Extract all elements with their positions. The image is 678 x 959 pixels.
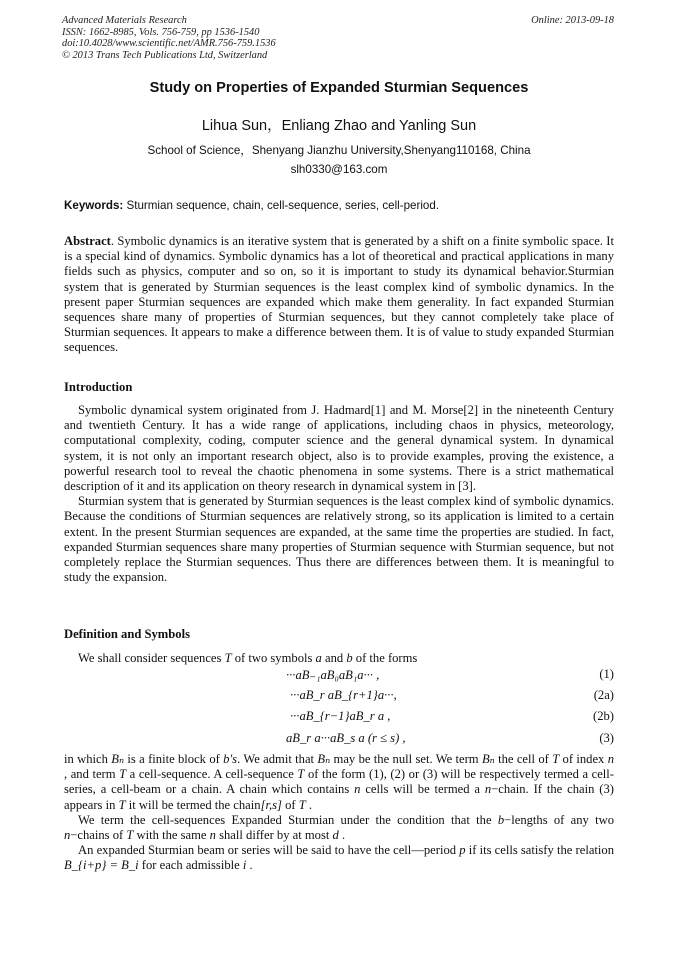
equation-expression: ···aB_{r−1}aB_r a ,: [290, 709, 391, 723]
text-run: it will be termed the chain: [125, 797, 261, 812]
text-run: We shall consider sequences: [78, 651, 225, 665]
equation-1: [64, 667, 614, 683]
math-var: d: [332, 828, 339, 843]
text-run: . We admit that: [237, 752, 318, 766]
journal-metadata: [62, 15, 276, 61]
text-run: .: [338, 828, 346, 843]
introduction-body: [64, 403, 614, 585]
math-var: n: [354, 782, 361, 797]
math-var: Bₙ: [111, 752, 125, 766]
text-run: of index: [559, 752, 608, 766]
math-var: n: [607, 752, 614, 766]
math-var: T: [118, 797, 126, 812]
equation-expression: aB_r a···aB_s a (r ≤ s) ,: [286, 731, 406, 745]
introduction-paragraph-2: Sturmian system that is generated by Sturmian sequences is the least complex kind of symbolic dynamics. Because the conditions of Sturmian sequences are relatively strong, so its application is limited to a certain extent. In the present Sturmian sequences are expanded, at the same time the properties are studied. In fact, expanded Sturmian sequences share many properties of Sturmian sequence with Sturmian sequence, but not completely replace the Sturmian sequences. Thus there are differences between them. It is meaningful to study the expansion.: [64, 494, 614, 585]
math-var: p: [459, 843, 466, 858]
math-var: b: [346, 651, 353, 665]
math-var: T: [552, 752, 560, 766]
definition-heading: Definition and Symbols: [64, 627, 190, 641]
keywords-text: Sturmian sequence, chain, cell-sequence, series, cell-period.: [123, 199, 440, 212]
text-run: An expanded Sturmian beam or series will be said to have the cell—period: [78, 843, 460, 858]
text-run: of the form (1), (2) or (3) will be respectively termed a cell-series, a cell-beam or a chain. A chain which contains: [64, 767, 614, 797]
equation-3: [64, 731, 614, 747]
definition-body: [64, 752, 614, 874]
math-var: T: [297, 767, 305, 782]
equation-number: (3): [599, 731, 614, 745]
text-run: , and term: [64, 767, 120, 782]
text-run: may be the null set. We term: [330, 752, 482, 766]
math-var: Bₙ: [317, 752, 331, 766]
keywords: [64, 199, 439, 212]
math-var: [r,s]: [260, 797, 282, 812]
text-run: if its cells satisfy the relation: [465, 843, 614, 858]
keywords-label: Keywords:: [64, 199, 124, 212]
math-var: T: [224, 651, 232, 665]
text-run: with the same: [133, 828, 210, 843]
math-var: B_{i+p} = B_i: [64, 858, 139, 873]
math-var: T: [119, 767, 127, 782]
text-run: We term the cell-sequences Expanded Sturmian under the condition that the: [78, 812, 498, 827]
math-var: i: [242, 858, 247, 873]
math-var: n: [484, 782, 492, 797]
abstract-label: Abstract: [64, 234, 111, 248]
issn-line: ISSN: 1662-8985, Vols. 756-759, pp 1536-1540: [62, 26, 260, 38]
text-run: −lengths of any two: [504, 812, 614, 827]
definition-intro: [64, 651, 614, 666]
introduction-paragraph-1: Symbolic dynamical system originated from J. Hadmard[1] and M. Morse[2] in the nineteenth Century and twentieth Century. It has a wide range of applications, including chaos in physics, meteorology, computational complexity, coding, computer science and the general dynamical system. In dynamical system, it is not only an important research object, also is to provide examples, proving the existence, a powerful research tool to reveal the chaotic phenomena in some systems. There is a strict mathematical description of it and its application on theory research in dynamical system in [3].: [64, 403, 614, 494]
equation-expression: ···aB₋₁aB₀aB₁a··· ,: [286, 668, 380, 682]
text-run: .: [305, 797, 313, 812]
text-run: shall differ by at most: [215, 828, 333, 843]
math-var: b's: [223, 752, 238, 766]
text-run: .: [246, 858, 253, 873]
equation-number: (2b): [593, 709, 614, 723]
text-run: of the forms: [352, 651, 418, 665]
copyright-line: © 2013 Trans Tech Publications Ltd, Switzerland: [62, 49, 268, 61]
definition-paragraph-3: [64, 843, 614, 873]
authors: Lihua Sun，Enliang Zhao and Yanling Sun: [201, 118, 477, 134]
journal-name: Advanced Materials Research: [62, 15, 187, 26]
equation-2a: [64, 688, 614, 704]
equation-number: (1): [599, 667, 614, 681]
math-var: n: [64, 828, 71, 843]
math-var: Bₙ: [481, 752, 495, 766]
text-run: the cell of: [494, 752, 553, 766]
math-var: a: [315, 651, 322, 665]
math-var: b: [497, 812, 505, 827]
text-run: for each admissible: [138, 858, 243, 873]
online-date: Online: 2013-09-18: [531, 15, 614, 26]
math-var: T: [298, 797, 306, 812]
definition-paragraph-1: [64, 752, 614, 813]
paper-title: Study on Properties of Expanded Sturmian Sequences: [149, 80, 529, 96]
doi-line: doi:10.4028/www.scientific.net/AMR.756-759.1536: [62, 38, 276, 50]
text-run: a cell-sequence. A cell-sequence: [126, 767, 298, 782]
equation-2b: [64, 709, 614, 725]
equation-expression: ···aB_r aB_{r+1}a···,: [290, 688, 397, 702]
affiliation: School of Science，Shenyang Jianzhu University,Shenyang110168, China: [147, 144, 531, 157]
text-run: of: [281, 797, 299, 812]
text-run: of two symbols: [231, 651, 316, 665]
definition-paragraph-2: [64, 813, 614, 843]
text-run: in which: [64, 752, 112, 766]
text-run: is a finite block of: [124, 752, 224, 766]
introduction-heading: Introduction: [64, 380, 133, 394]
author-email: slh0330@163.com: [290, 163, 388, 176]
text-run: −chain. If the chain (3) appears in: [64, 782, 614, 812]
abstract: [64, 234, 614, 356]
text-run: −chains of: [70, 828, 127, 843]
text-run: cells will be termed a: [360, 782, 485, 797]
text-run: and: [321, 651, 347, 665]
math-var: n: [209, 828, 216, 843]
equation-number: (2a): [593, 688, 614, 702]
abstract-text: . Symbolic dynamics is an iterative system that is generated by a shift on a finite symbolic space. It is a special kind of dynamics. Symbolic dynamics has a lot of theoretical and practical applications in many fields such as physics, computer and so on, so it is important to study its dynamical behavior.Sturmian system that is generated by Sturmian sequences is the least complex kind of symbolic dynamics. In the present paper Sturmian sequences are expanded which make them generality. In fact expanded Sturmian sequences share many of properties of Sturmian sequences, but they cannot completely take place of Sturmian sequences. It appears to make a difference between them. It is of value to study expanded Sturmian sequences.: [64, 234, 614, 355]
math-var: T: [126, 828, 134, 843]
